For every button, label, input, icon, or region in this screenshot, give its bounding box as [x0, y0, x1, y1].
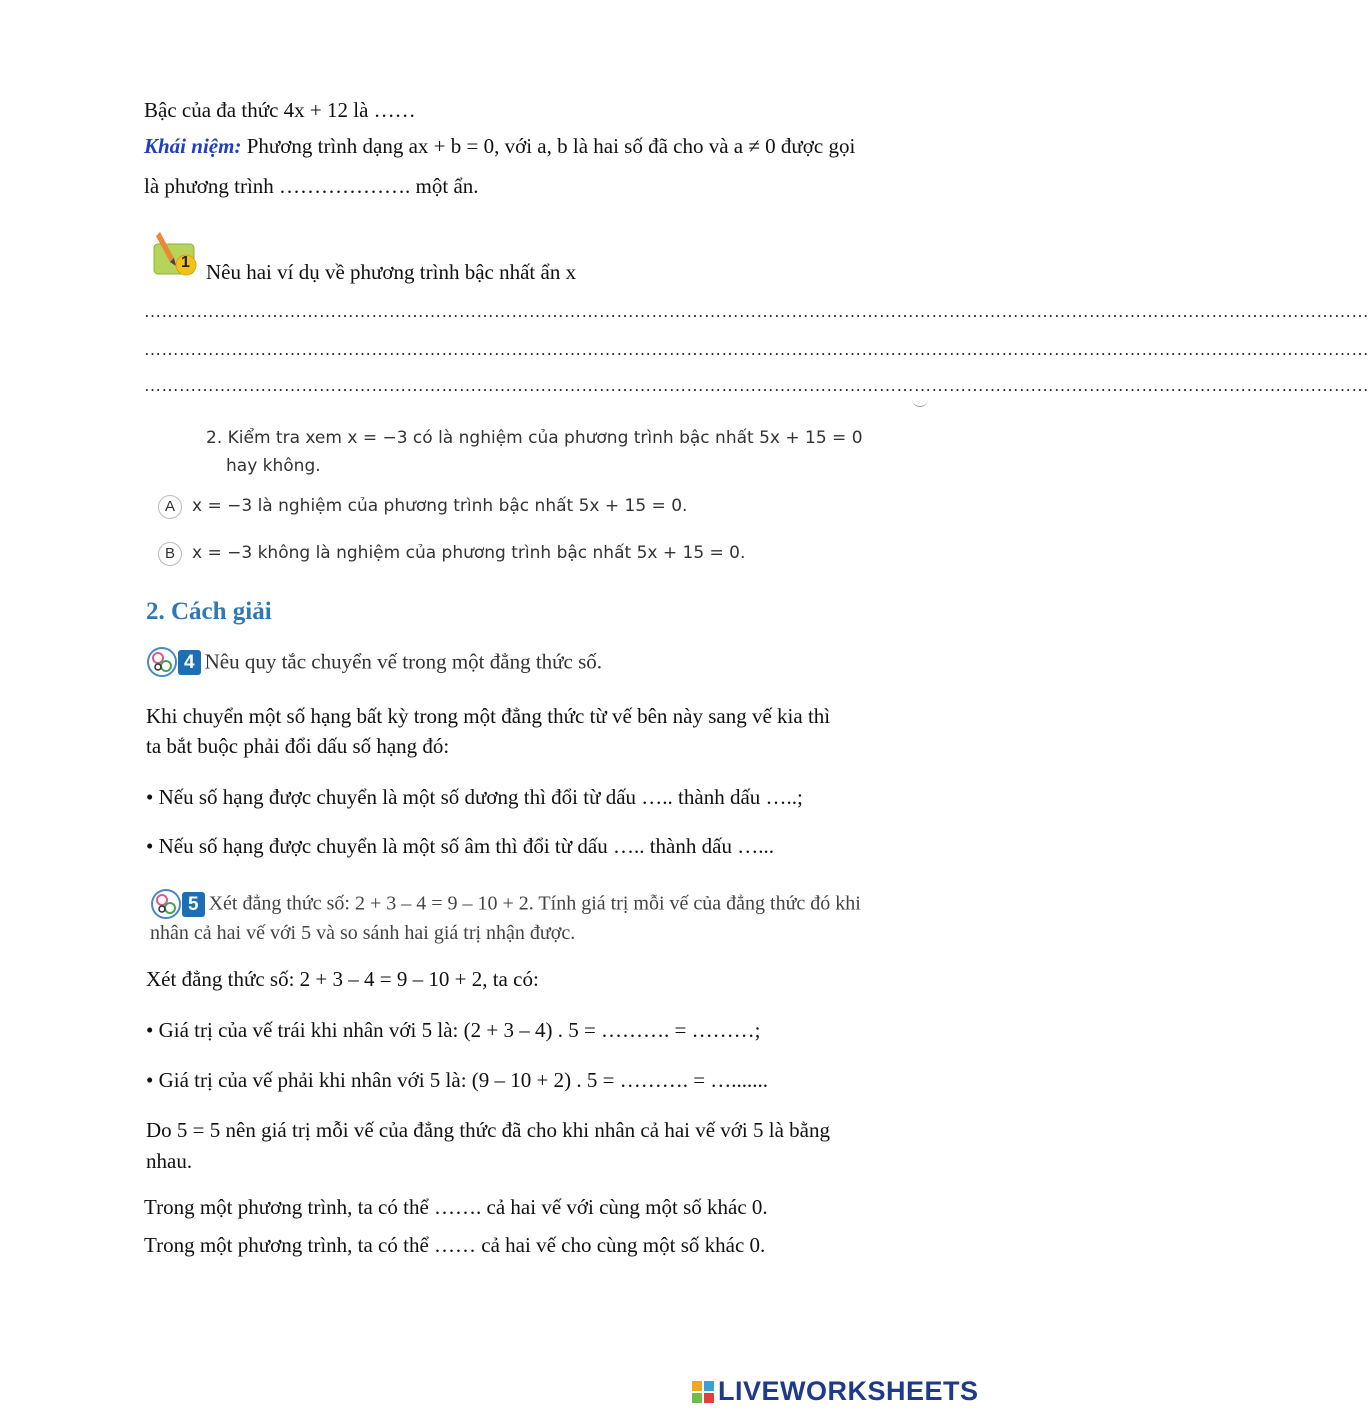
option-a-letter[interactable]: A — [158, 495, 182, 519]
activity4 — [146, 646, 602, 678]
option-b-letter[interactable]: B — [158, 542, 182, 566]
activity1-number: 1 — [181, 254, 190, 271]
activity5-prompt-line2: nhân cả hai vế với 5 và so sánh hai giá trị nhận được. — [150, 922, 576, 944]
section-heading: 2. Cách giải — [146, 598, 272, 625]
multiply-rule: Trong một phương trình, ta có thể ……. cả hai vế với cùng một số khác 0. — [144, 1195, 768, 1219]
option-a-text: x = −3 là nghiệm của phương trình bậc nhất 5x + 15 = 0. — [192, 496, 688, 516]
scroll-mark — [912, 398, 928, 407]
conclusion-line1: Do 5 = 5 nên giá trị mỗi vế của đẳng thức đã cho khi nhân cả hai vế với 5 là bằng — [146, 1118, 830, 1142]
conclusion-line2: nhau. — [146, 1149, 193, 1173]
logo-text: LIVEWORKSHEETS — [718, 1376, 979, 1406]
divide-rule: Trong một phương trình, ta có thể …… cả hai vế cho cùng một số khác 0. — [144, 1233, 766, 1257]
consider-equality: Xét đẳng thức số: 2 + 3 – 4 = 9 – 10 + 2, ta có: — [146, 967, 539, 991]
answer-line-2[interactable]: ………………………………………………………………………………………………………………………………………………………………………………………… — [144, 340, 1369, 359]
degree-question: Bậc của đa thức 4x + 12 là …… — [144, 98, 416, 122]
gears-icon — [146, 646, 178, 678]
activity5 — [150, 888, 861, 920]
option-b[interactable] — [158, 542, 745, 566]
concept-definition-line2: là phương trình ………………. một ẩn. — [144, 174, 479, 198]
logo-icon — [692, 1381, 714, 1403]
activity4-prompt: Nêu quy tắc chuyển vế trong một đẳng thức số. — [204, 649, 603, 674]
option-b-text: x = −3 không là nghiệm của phương trình bậc nhất 5x + 15 = 0. — [192, 543, 746, 563]
answer-line-1[interactable]: ………………………………………………………………………………………………………………………………………………………………………………………… — [144, 302, 1369, 321]
rule-text-line2: ta bắt buộc phải đổi dấu số hạng đó: — [146, 734, 450, 758]
gears-icon — [150, 888, 182, 920]
concept-label: Khái niệm: — [144, 134, 242, 158]
activity4-badge: 4 — [178, 650, 201, 675]
bullet-negative: • Nếu số hạng được chuyển là một số âm thì đổi từ dấu ….. thành dấu …... — [146, 834, 774, 858]
pencil-activity-icon — [150, 232, 202, 280]
bullet-positive: • Nếu số hạng được chuyển là một số dương thì đổi từ dấu ….. thành dấu …..; — [146, 785, 803, 809]
question2-text-line2: hay không. — [226, 456, 321, 476]
answer-line-3[interactable]: ………………………………………………………………………………………………………………………………………………………………………………………… — [144, 376, 1369, 395]
right-side-value: • Giá trị của vế phải khi nhân với 5 là: (9 – 10 + 2) . 5 = ………. = …....... — [146, 1068, 769, 1092]
left-side-value: • Giá trị của vế trái khi nhân với 5 là: (2 + 3 – 4) . 5 = ………. = ………; — [146, 1018, 761, 1042]
option-a[interactable] — [158, 495, 687, 519]
rule-text-line1: Khi chuyển một số hạng bất kỳ trong một đẳng thức từ vế bên này sang vế kia thì — [146, 704, 831, 728]
concept-definition — [144, 134, 855, 159]
activity1-prompt: Nêu hai ví dụ về phương trình bậc nhất ẩn x — [206, 260, 577, 284]
concept-text: Phương trình dạng ax + b = 0, với a, b là hai số đã cho và a ≠ 0 được gọi — [241, 134, 856, 158]
activity5-badge: 5 — [182, 892, 205, 917]
question2-text: 2. Kiểm tra xem x = −3 có là nghiệm của phương trình bậc nhất 5x + 15 = 0 — [206, 428, 863, 448]
liveworksheets-logo — [692, 1376, 979, 1407]
activity5-prompt: Xét đẳng thức số: 2 + 3 – 4 = 9 – 10 + 2. Tính giá trị mỗi vế của đẳng thức đó khi — [208, 892, 861, 915]
